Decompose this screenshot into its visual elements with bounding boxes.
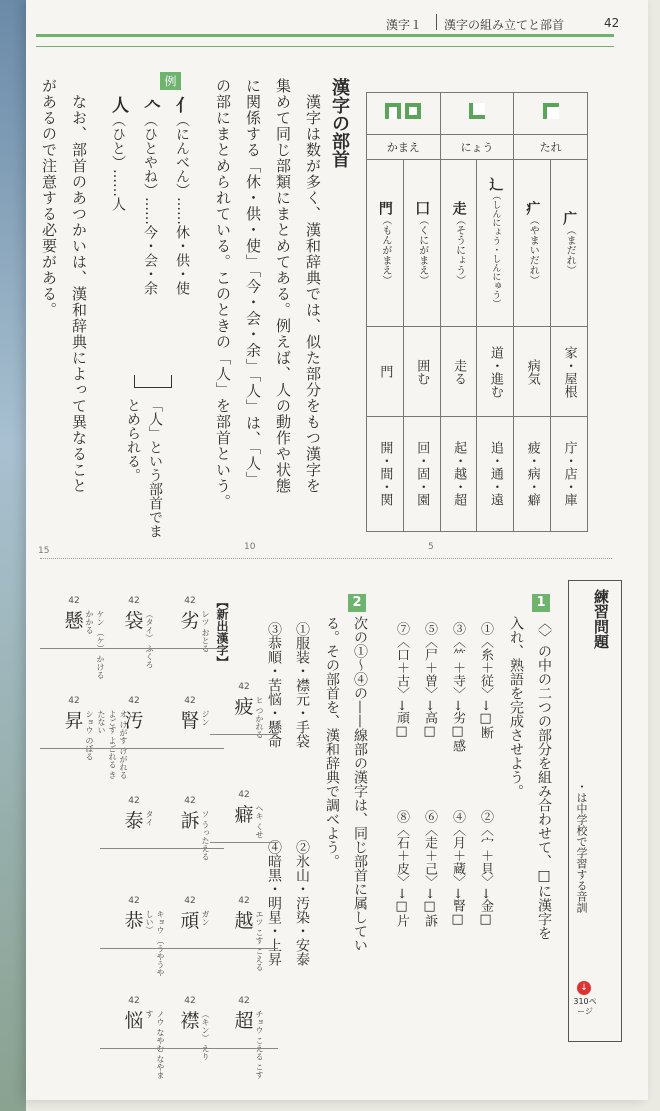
line-number: 15 (38, 546, 50, 556)
paragraph-line: なお、部首のあつかいは、漢和辞典によって異なること (70, 78, 88, 494)
example-reading: （にんべん） (174, 113, 190, 197)
radical-cell (551, 159, 588, 326)
kanji-underline (210, 842, 278, 843)
paragraph-line: があるので注意する必要がある。 (40, 78, 58, 318)
header-kamae: かまえ (367, 134, 441, 159)
kanji-reading: ヘキ くせ (255, 804, 264, 839)
question-line: 次の①〜④の——線部の漢字は、同じ部首に属してい (352, 616, 368, 952)
kanji-reading: エツ こす こえる (255, 910, 264, 972)
question-2-text (318, 616, 374, 1056)
kanji-char: 超 (234, 1010, 254, 1032)
example-dots: …… (110, 169, 126, 197)
radical-reading: （まだれ） (564, 224, 576, 275)
example-words: 門 (377, 365, 393, 379)
kanji-page-ref: 42 (128, 996, 140, 1006)
reference-page: 310ページ (573, 997, 597, 1016)
example-cell (477, 327, 514, 417)
kanji-underline (210, 734, 278, 735)
kanji-reading: ジン (201, 710, 210, 726)
example-cell (367, 416, 404, 531)
kanji-char: 悩 (124, 1010, 144, 1032)
paragraph-line: に関係する「休・供・使」「今・会・余」「人」は、「人」 (244, 78, 262, 488)
kanji-page-ref: 42 (238, 896, 250, 906)
example-words: 走る (451, 358, 467, 385)
radical-reading: （そうにょう） (453, 214, 465, 285)
example-kanji-list: 今・会・余 (142, 225, 158, 295)
kanji-page-ref: 42 (128, 696, 140, 706)
header-tare: たれ (514, 134, 588, 159)
question-1-text (502, 616, 558, 1056)
example-cell (551, 327, 588, 417)
kanji-char: 襟 (180, 1010, 200, 1032)
radical-glyph: 走 (450, 200, 467, 215)
example-radical: 人 (108, 96, 128, 113)
radical-glyph: 疒 (524, 200, 541, 215)
kanji-char: 頑 (180, 910, 200, 932)
page-number: 42 (604, 16, 620, 30)
note-paragraph (34, 78, 94, 548)
kanji-page-ref: 42 (184, 596, 196, 606)
example-kanji-list: 人 (110, 197, 126, 211)
kanji-char: 袋 (124, 610, 144, 632)
example-kanji: 開・間・関 (377, 441, 393, 507)
q1-item: ⑧〈石＋皮〉→□片 (394, 810, 409, 927)
kanji-char: 訴 (180, 810, 200, 832)
kanji-char: 腎 (180, 710, 200, 732)
example-words: 家・屋根 (561, 345, 577, 398)
example-kanji: 起・越・超 (451, 441, 467, 507)
kanji-underline (100, 648, 168, 649)
radical-glyph: 广 (561, 210, 578, 225)
q2-item: ②氷山・汚染・安泰 (294, 840, 310, 966)
example-cell (440, 327, 477, 417)
q1-item: ⑤〈尸＋曽〉→高□ (422, 622, 437, 739)
radical-reading: （しんにょう・しんにゅう） (490, 191, 501, 309)
q1-item: ③〈⺮＋寺〉→劣□感 (450, 622, 465, 752)
kanji-underline (100, 848, 168, 849)
example-radical: 𠆢 (140, 96, 160, 113)
q1-item: ②〈宀＋貝〉→金□ (478, 810, 493, 927)
question-2-badge: 2 (348, 594, 366, 612)
paragraph-line: 漢字は数が多く、漢和辞典では、似た部分をもつ漢字を (304, 78, 322, 494)
kanji-underline (100, 1048, 168, 1049)
q2-item: ③恭順・苦悩・懸命 (266, 622, 282, 748)
example-cell (514, 327, 551, 417)
tare-shape-cell (514, 93, 588, 135)
kanji-char: 疲 (234, 696, 254, 718)
header-title: 漢字の組み立てと部首 (444, 18, 565, 32)
question-1-badge: 1 (532, 594, 550, 612)
kanji-entry (34, 696, 114, 761)
radical-table (366, 92, 588, 532)
example-words: 病気 (524, 358, 540, 385)
kanji-reading: （キン） えり (201, 1010, 210, 1061)
example-dots: …… (174, 197, 190, 225)
radical-cell (403, 159, 440, 326)
header-divider (436, 14, 437, 30)
example-cell (551, 416, 588, 531)
radical-reading: （くにがまえ） (416, 214, 428, 285)
example-row (170, 96, 195, 386)
kanji-char: 癖 (234, 804, 254, 826)
q2-item: ①服装・襟元・手袋 (294, 622, 310, 748)
kanji-reading: タイ (145, 810, 154, 826)
header-nyou: にょう (440, 134, 514, 159)
example-cell (403, 327, 440, 417)
kanji-page-ref: 42 (184, 696, 196, 706)
kanji-page-ref: 42 (238, 996, 250, 1006)
header-section: 漢字１ (386, 18, 423, 32)
kanji-reading: ガン (201, 910, 210, 926)
kanji-reading: キョウ （うやうやしい） (145, 910, 165, 977)
kanji-page-ref: 42 (128, 796, 140, 806)
example-kanji: 追・通・遠 (487, 441, 503, 507)
kanji-entry (94, 996, 174, 1080)
kanji-page-ref: 42 (128, 596, 140, 606)
kanji-page-ref: 42 (184, 896, 196, 906)
example-words: 囲む (414, 358, 430, 385)
q1-item: ④〈月＋蔵〉→腎□ (450, 810, 465, 927)
kanji-underline (40, 748, 108, 749)
header-rule (36, 34, 614, 37)
kanji-page-ref: 42 (128, 896, 140, 906)
example-kanji: 庁・店・庫 (561, 441, 577, 507)
kanji-char: 越 (234, 910, 254, 932)
section-title: 漢字の部首 (329, 78, 350, 168)
paragraph-line: の部にまとめられている。このときの「人」を部首という。 (214, 78, 232, 510)
kanji-entry (94, 796, 174, 833)
kanji-char: 泰 (124, 810, 144, 832)
radical-cell (440, 159, 477, 326)
bracket-note: 「人」という部首でまとめられる。 (125, 398, 163, 538)
example-reading: （ひとやね） (142, 113, 158, 197)
intro-paragraph (208, 78, 328, 548)
kanji-reading: ショウ のぼる (85, 710, 94, 761)
kanji-reading: （タイ） ふくろ (145, 610, 154, 669)
example-kanji-list: 休・供・使 (174, 225, 190, 295)
example-row (138, 96, 163, 386)
kamae-shape-cell (367, 93, 441, 135)
example-cell (403, 416, 440, 531)
kanji-reading: ソ うったえる (201, 810, 210, 861)
radical-glyph: 門 (376, 200, 393, 215)
radical-reading: （やまいだれ） (527, 214, 539, 285)
example-cell (514, 416, 551, 531)
kanji-page-ref: 42 (238, 790, 250, 800)
example-label: 例 (160, 72, 181, 90)
kanji-char: 恭 (124, 910, 144, 932)
line-number: 5 (428, 542, 434, 552)
kanji-page-ref: 42 (184, 796, 196, 806)
practice-note: ・は中学校で学習する音訓 (575, 781, 588, 913)
kanji-char: 劣 (180, 610, 200, 632)
adjacent-page-edge (0, 0, 26, 1111)
line-number: 10 (244, 542, 256, 552)
practice-title: 練習問題 (592, 589, 610, 649)
kanji-entry (34, 596, 114, 680)
radical-reading: （もんがまえ） (379, 214, 391, 285)
new-kanji-label: 【新出漢字】 (215, 596, 229, 668)
example-reading: （ひと） (110, 113, 126, 169)
question-line: 入れ、熟語を完成させよう。 (508, 616, 524, 798)
radical-glyph: 辶 (487, 177, 504, 192)
header-rule-thin (36, 46, 614, 47)
q1-item: ①〈糸＋従〉→□断 (478, 622, 493, 739)
q1-item: ⑥〈走＋己〉→□訴 (422, 810, 437, 927)
example-cell (440, 416, 477, 531)
kanji-page-ref: 42 (238, 682, 250, 692)
example-bracket (134, 375, 172, 388)
example-kanji: 疲・病・癖 (524, 441, 540, 507)
kanji-reading: オ けがす けがれる よごす よごれる きたない (97, 710, 128, 780)
practice-title-box (568, 580, 622, 1042)
kanji-underline (100, 748, 168, 749)
kanji-reading: ノウ なやむ なやます (145, 1010, 165, 1080)
radical-cell (367, 159, 404, 326)
kanji-page-ref: 42 (68, 696, 80, 706)
example-dots: …… (142, 197, 158, 225)
kanji-page-ref: 42 (68, 596, 80, 606)
question-line: る。その部首を、漢和辞典で調べよう。 (324, 616, 340, 868)
kanji-char: 昇 (64, 710, 84, 732)
kanji-char: 汚 (124, 710, 144, 732)
kanji-page-ref: 42 (184, 996, 196, 1006)
kanji-reading: チョウ こえる こす (255, 1010, 264, 1080)
example-words: 道・進む (487, 345, 503, 398)
textbook-page (26, 0, 648, 1100)
kanji-entry (94, 896, 174, 977)
q2-item: ④暗黒・明星・上昇 (266, 840, 282, 966)
example-radical: 亻 (172, 96, 192, 113)
example-kanji: 回・固・園 (414, 441, 430, 507)
paragraph-line: 集めて同じ部類にまとめてある。例えば、人の動作や状態 (274, 78, 292, 494)
section-divider (40, 558, 612, 559)
radical-glyph: 囗 (413, 200, 430, 215)
q1-item: ⑦〈口＋古〉→頑□ (394, 622, 409, 739)
nyou-shape-cell (440, 93, 514, 135)
question-line: 〈〉の中の二つの部分を組み合わせて、□に漢字を (536, 616, 552, 940)
example-row (106, 96, 131, 386)
kanji-underline (40, 648, 108, 649)
kanji-reading: ヒ つかれる (255, 696, 264, 739)
radical-cell (477, 159, 514, 326)
example-cell (367, 327, 404, 417)
radical-cell (514, 159, 551, 326)
example-cell (477, 416, 514, 531)
kanji-reading: ケン （ケ） かける かかる (85, 610, 105, 680)
kanji-char: 懸 (64, 610, 84, 632)
kanji-reading: レツ おとる (201, 610, 210, 653)
reference-arrow-icon: ↓ (577, 981, 591, 995)
kanji-underline (100, 948, 168, 949)
